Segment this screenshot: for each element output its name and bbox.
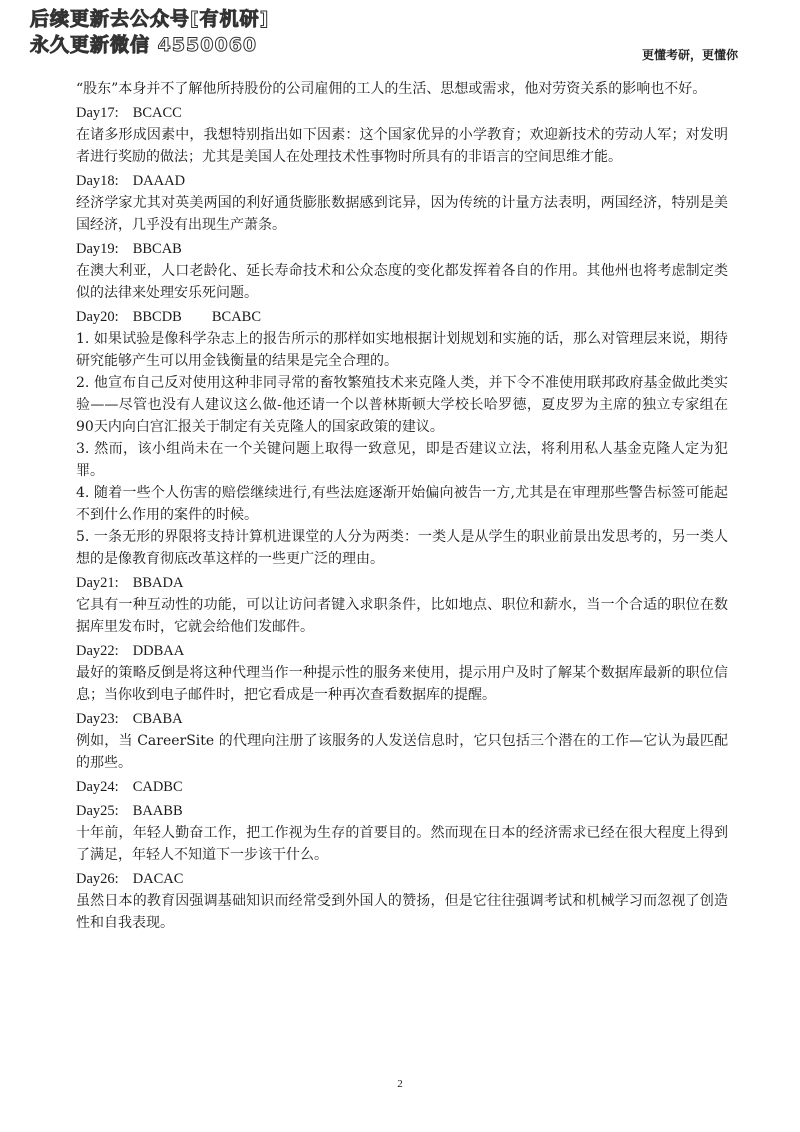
day-answer-line bbox=[76, 170, 728, 192]
day-label: Day18: bbox=[76, 173, 119, 189]
translation-paragraph: 经济学家尤其对英美两国的利好通货膨胀数据感到诧异，因为传统的计量方法表明，两国经济，特别是美国经济，几乎没有出现生产萧条。 bbox=[76, 195, 728, 233]
day-answer-line bbox=[76, 238, 728, 260]
day-answer-line bbox=[76, 776, 728, 798]
translation-paragraph: 它具有一种互动性的功能，可以让访问者键入求职条件，比如地点、职位和薪水，当一个合适的职位在数据库里发布时，它就会给他们发邮件。 bbox=[76, 597, 728, 635]
translation-paragraph: 最好的策略反倒是将这种代理当作一种提示性的服务来使用，提示用户及时了解某个数据库最新的职位信息；当你收到电子邮件时，把它看成是一种再次查看数据库的提醒。 bbox=[76, 665, 728, 703]
day-answer-line bbox=[76, 102, 728, 124]
day-answer-line bbox=[76, 800, 728, 822]
day-label: Day22: bbox=[76, 643, 119, 659]
watermark-line-2: 永久更新微信 4550060 bbox=[30, 34, 258, 56]
day-answers: CBABA bbox=[132, 711, 183, 727]
day-answer-line bbox=[76, 868, 728, 890]
day-label: Day17: bbox=[76, 105, 119, 121]
translation-paragraph: 4. 随着一些个人伤害的赔偿继续进行,有些法庭逐渐开始偏向被告一方,尤其是在审理那些警告标签可能起不到什么作用的案件的时候。 bbox=[76, 485, 728, 523]
day-label: Day19: bbox=[76, 241, 119, 257]
translation-paragraph: 3. 然而，该小组尚未在一个关键问题上取得一致意见，即是否建议立法，将利用私人基金克隆人定为犯罪。 bbox=[76, 441, 728, 479]
day-answers: DAAAD bbox=[132, 173, 186, 189]
translation-paragraph: 1. 如果试验是像科学杂志上的报告所示的那样如实地根据计划规划和实施的话，那么对管理层来说，期待研究能够产生可以用金钱衡量的结果是完全合理的。 bbox=[76, 331, 728, 369]
translation-paragraph: 在澳大利亚，人口老龄化、延长寿命技术和公众态度的变化都发挥着各自的作用。其他州也将考虑制定类似的法律来处理安乐死问题。 bbox=[76, 263, 728, 301]
day-answer-line bbox=[76, 306, 728, 328]
day-label: Day21: bbox=[76, 575, 119, 591]
day-answer-line bbox=[76, 640, 728, 662]
day-answers: CADBC bbox=[132, 779, 183, 795]
day-answers: DACAC bbox=[132, 871, 184, 887]
watermark-line-1: 后续更新去公众号[有机研] bbox=[30, 8, 270, 30]
watermark bbox=[30, 6, 269, 58]
translation-paragraph: 在诸多形成因素中，我想特别指出如下因素：这个国家优异的小学教育；欢迎新技术的劳动人军；对发明者进行奖励的做法；尤其是美国人在处理技术性事物时所具有的非语言的空间思维才能。 bbox=[76, 127, 728, 165]
day-answers: BCACC bbox=[132, 105, 182, 121]
day-answers: BAABB bbox=[132, 803, 183, 819]
day-label: Day26: bbox=[76, 871, 119, 887]
day-label: Day24: bbox=[76, 779, 119, 795]
day-label: Day25: bbox=[76, 803, 119, 819]
translation-paragraph: 5. 一条无形的界限将支持计算机进课堂的人分为两类：一类人是从学生的职业前景出发思考的，另一类人想的是像教育彻底改革这样的一些更广泛的理由。 bbox=[76, 529, 728, 567]
translation-paragraph: 十年前，年轻人勤奋工作，把工作视为生存的首要目的。然而现在日本的经济需求已经在很大程度上得到了满足，年轻人不知道下一步该干什么。 bbox=[76, 825, 728, 863]
translation-paragraph: 虽然日本的教育因强调基础知识而经常受到外国人的赞扬，但是它往往强调考试和机械学习而忽视了创造性和自我表现。 bbox=[76, 893, 728, 931]
day-answer-line bbox=[76, 708, 728, 730]
header-slogan: 更懂考研，更懂你 bbox=[641, 48, 738, 62]
day-label: Day23: bbox=[76, 711, 119, 727]
day-answers: DDBAA bbox=[132, 643, 185, 659]
translation-paragraph: 例如，当 CareerSite 的代理向注册了该服务的人发送信息时，它只包括三个潜在的工作—它认为最匹配的那些。 bbox=[76, 733, 728, 771]
translation-paragraph: “股东”本身并不了解他所持股份的公司雇佣的工人的生活、思想或需求，他对劳资关系的影响也不好。 bbox=[76, 81, 707, 97]
day-label: Day20: bbox=[76, 309, 119, 325]
day-answers: BBADA bbox=[132, 575, 184, 591]
day-answers: BBCAB bbox=[132, 241, 182, 257]
day-answer-line bbox=[76, 572, 728, 594]
page-number: 2 bbox=[397, 1078, 403, 1090]
document-body bbox=[76, 78, 728, 934]
day-answers-second: BCABC bbox=[211, 309, 262, 325]
translation-paragraph: 2. 他宣布自己反对使用这种非同寻常的畜牧繁殖技术来克隆人类，并下令不准使用联邦政府基金做此类实验——尽管也没有人建议这么做-他还请一个以普林斯顿大学校长哈罗德，夏皮罗为主席的独立专家组在90天内向白宫汇报关于制定有关克隆人的国家政策的建议。 bbox=[76, 375, 728, 435]
day-answers: BBCDB bbox=[132, 309, 182, 325]
